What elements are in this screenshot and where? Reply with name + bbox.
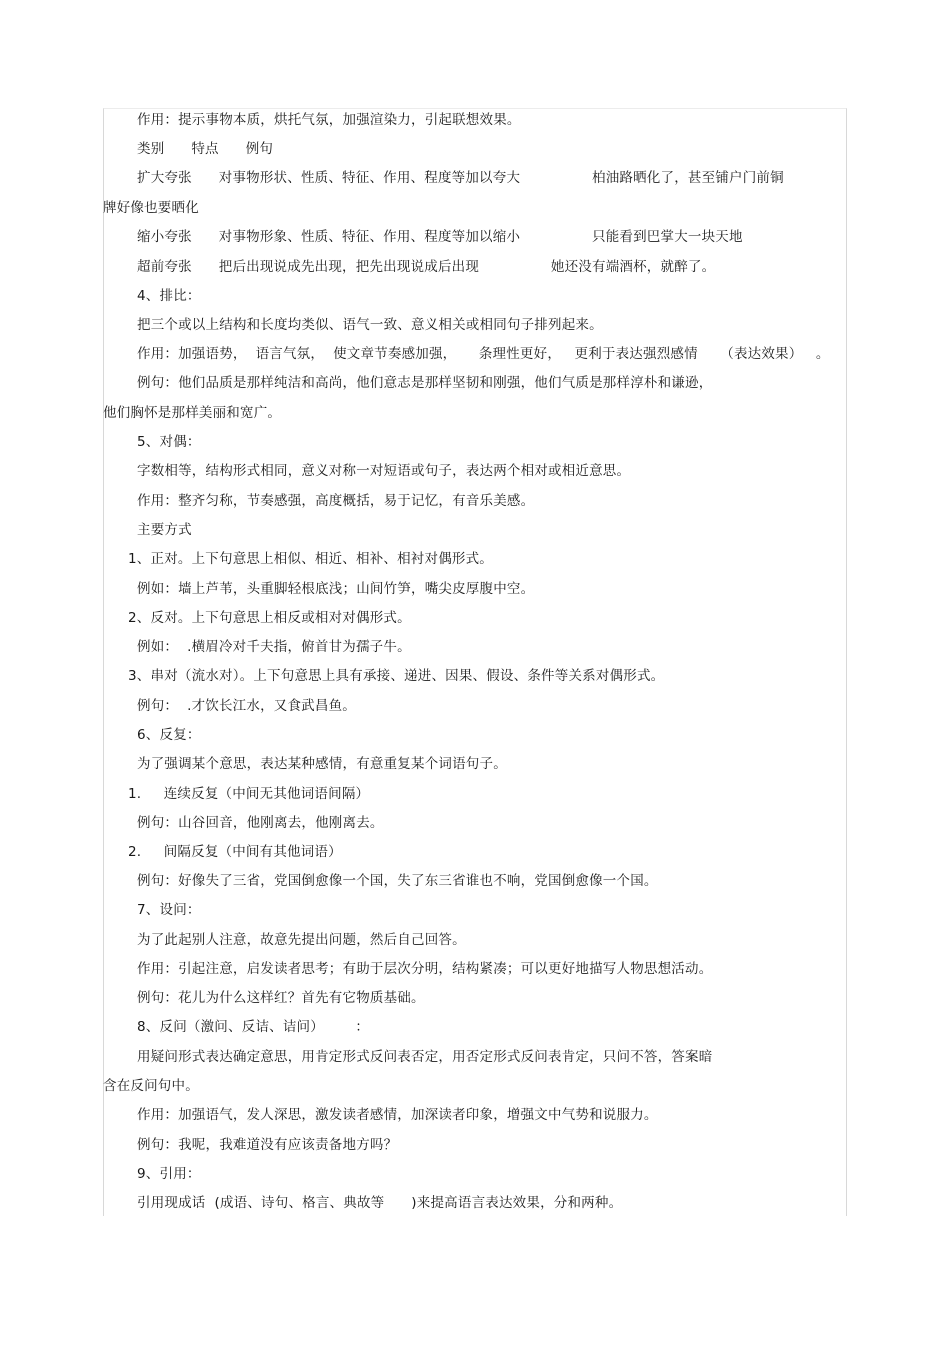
text-line: 9、引用： xyxy=(137,1166,201,1182)
text-line: 6、反复： xyxy=(137,727,201,743)
text-line: 用疑问形式表达确定意思，用肯定形式反问表否定，用否定形式反问表肯定，只问不答，答案暗 xyxy=(137,1049,713,1065)
text-line: 牌好像也要晒化 xyxy=(103,200,199,216)
text-line: 例句：好像失了三省，党国倒愈像一个国，失了东三省谁也不响，党国倒愈像一个国。 xyxy=(137,873,658,889)
text-line: 3、串对（流水对）。上下句意思上具有承接、递进、因果、假设、条件等关系对偶形式。 xyxy=(128,668,665,684)
text-line: 1. 连续反复（中间无其他词语间隔） xyxy=(128,786,370,802)
text-line: 作用：提示事物本质，烘托气氛，加强渲染力，引起联想效果。 xyxy=(137,112,521,128)
text-line: 7、设问： xyxy=(137,902,201,918)
text-line: 引用现成话 (成语、诗句、格言、典故等 )来提高语言表达效果，分和两种。 xyxy=(137,1195,623,1211)
text-line: 4、排比： xyxy=(137,288,201,304)
text-line: 为了强调某个意思，表达某种感情，有意重复某个词语句子。 xyxy=(137,756,507,772)
text-line: 含在反问句中。 xyxy=(103,1078,199,1094)
text-line: 2. 间隔反复（中间有其他词语） xyxy=(128,844,342,860)
text-line: 字数相等，结构形式相同，意义对称一对短语或句子，表达两个相对或相近意思。 xyxy=(137,463,631,479)
text-line: 主要方式 xyxy=(137,522,192,538)
text-line: 他们胸怀是那样美丽和宽广。 xyxy=(103,405,282,421)
text-line: 类别 特点 例句 xyxy=(137,141,274,157)
text-line: 5、对偶： xyxy=(137,434,201,450)
text-line: 把三个或以上结构和长度均类似、语气一致、意义相关或相同句子排列起来。 xyxy=(137,317,603,333)
text-line: 2、反对。上下句意思上相反或相对对偶形式。 xyxy=(128,610,411,626)
text-line: 例句：他们品质是那样纯洁和高尚，他们意志是那样坚韧和刚强，他们气质是那样淳朴和谦逊， xyxy=(137,375,713,391)
text-line: 8、反问（激问、反诘、诘问） ： xyxy=(137,1019,370,1035)
text-line: 缩小夸张 对事物形象、性质、特征、作用、程度等加以缩小 只能看到巴掌大一块天地 xyxy=(137,229,743,245)
text-line: 为了此起别人注意，故意先提出问题，然后自己回答。 xyxy=(137,932,466,948)
text-line: 例句： .才饮长江水，又食武昌鱼。 xyxy=(137,698,356,714)
text-line: 作用：加强语气，发人深思，激发读者感情，加深读者印象，增强文中气势和说服力。 xyxy=(137,1107,658,1123)
text-line: 扩大夸张 对事物形状、性质、特征、作用、程度等加以夸大 柏油路晒化了，甚至铺户门前铜 xyxy=(137,170,784,186)
text-line: 作用：引起注意，启发读者思考；有助于层次分明，结构紧凑；可以更好地描写人物思想活动。 xyxy=(137,961,713,977)
text-line: 超前夸张 把后出现说成先出现，把先出现说成后出现 她还没有端酒杯，就醉了。 xyxy=(137,259,716,275)
text-line: 例如：墙上芦苇，头重脚轻根底浅；山间竹笋，嘴尖皮厚腹中空。 xyxy=(137,581,535,597)
text-line: 例如： .横眉冷对千夫指，俯首甘为孺子牛。 xyxy=(137,639,411,655)
text-line: 作用：整齐匀称，节奏感强，高度概括，易于记忆，有音乐美感。 xyxy=(137,493,535,509)
text-line: 例句：花儿为什么这样红？首先有它物质基础。 xyxy=(137,990,425,1006)
text-line: 作用：加强语势， 语言气氛， 使文章节奏感加强， 条理性更好， 更利于表达强烈感情 （表达效果） 。 xyxy=(137,346,830,362)
text-line: 例句：我呢，我难道没有应该责备地方吗？ xyxy=(137,1137,398,1153)
text-line: 例句：山谷回音，他刚离去，他刚离去。 xyxy=(137,815,384,831)
text-line: 1、正对。上下句意思上相似、相近、相补、相衬对偶形式。 xyxy=(128,551,493,567)
